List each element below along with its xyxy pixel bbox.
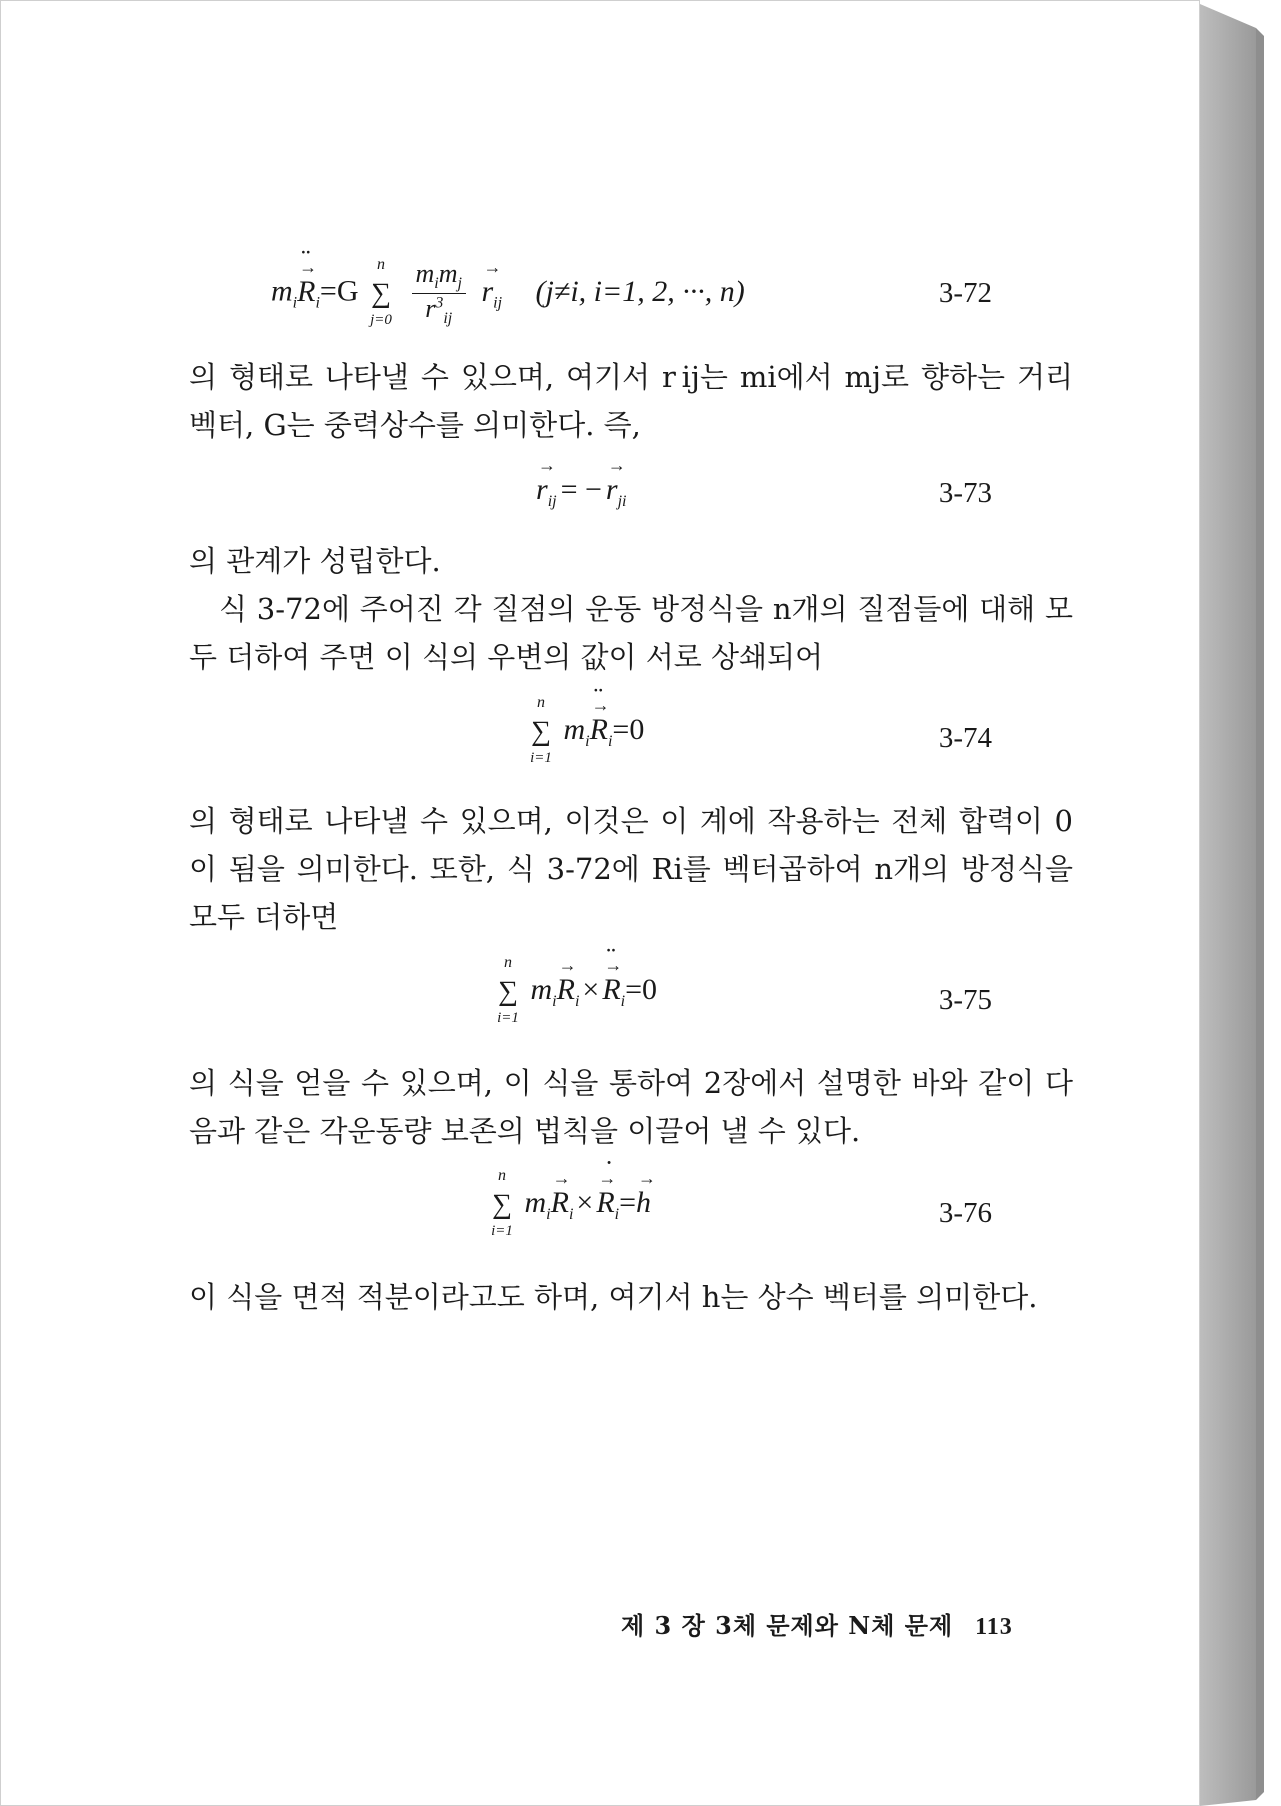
summation-symbol: ∑ n i=1 [497, 954, 519, 1027]
equation-3-76: ∑ n i=1 $m_i\to R_i \times\to R$ $˙_i=\to h$ [487, 1186, 807, 1256]
equation-number-3-72: 3-72 [938, 277, 992, 309]
equation-number-3-75: 3-75 [938, 984, 992, 1016]
equation-number-3-73: 3-73 [938, 477, 992, 509]
paragraph-3: 식 3-72에 주어진 각 질점의 운동 방정식을 n개의 질점들에 대해 모두 더하여 주면 이 식의 우변의 값이 서로 상쇄되어 [189, 592, 1073, 674]
paragraph-4: 의 형태로 나타낼 수 있으며, 이것은 이 계에 작용하는 전체 합력이 0이 됨을 의미한다. 또한, 식 3-72에 Ri를 벡터곱하여 n개의 방정식을 모두 더하면 [189, 804, 1073, 934]
paragraph-1: 의 형태로 나타낼 수 있으며, 여기서 r ij는 mi에서 mj로 향하는 거리 벡터, G는 중력상수를 의미한다. 즉, [189, 360, 1073, 442]
summation-symbol: ∑ n i=1 [530, 694, 552, 767]
equation-3-72: $m_i\to R$ $¨_i=G$ ∑ n j=0 $\frac{m_im_j}{r^3_{ij}}$ → $r_{ij}$ (j≠i, i=1, 2, ···, n) [271, 259, 971, 329]
equation-number-3-76: 3-76 [938, 1197, 992, 1229]
summation-symbol: ∑ n i=1 [491, 1167, 513, 1240]
fraction: $\frac{m_im_j}{r^3_{ij}}$ [412, 259, 466, 328]
equation-number-3-74: 3-74 [938, 722, 992, 754]
paragraph-6: 이 식을 면적 적분이라고도 하며, 여기서 h는 상수 벡터를 의미한다. [189, 1280, 1038, 1314]
paragraph-5: 의 식을 얻을 수 있으며, 이 식을 통하여 2장에서 설명한 바와 같이 다음과 같은 각운동량 보존의 법칙을 이끌어 낼 수 있다. [189, 1066, 1073, 1148]
running-footer [621, 1606, 1051, 1641]
page-number: 113 [975, 1614, 1013, 1640]
summation-symbol: ∑ n j=0 [370, 255, 392, 328]
chapter-title: 제 3 장 3체 문제와 N체 문제 [621, 1611, 954, 1640]
equation-3-73: → $r_{ij}$ = −→ $r_{ji}$ [536, 473, 736, 543]
equation-3-74: ∑ n i=1 $m_i\to R$ $¨_i=0$ [526, 713, 776, 783]
equation-3-75: ∑ n i=1 $m_i\to R_i \times\to R$ $¨_i=0$ [493, 973, 813, 1043]
book-spine-edge [1200, 0, 1281, 1806]
paragraph-2: 의 관계가 성립한다. [189, 544, 441, 578]
